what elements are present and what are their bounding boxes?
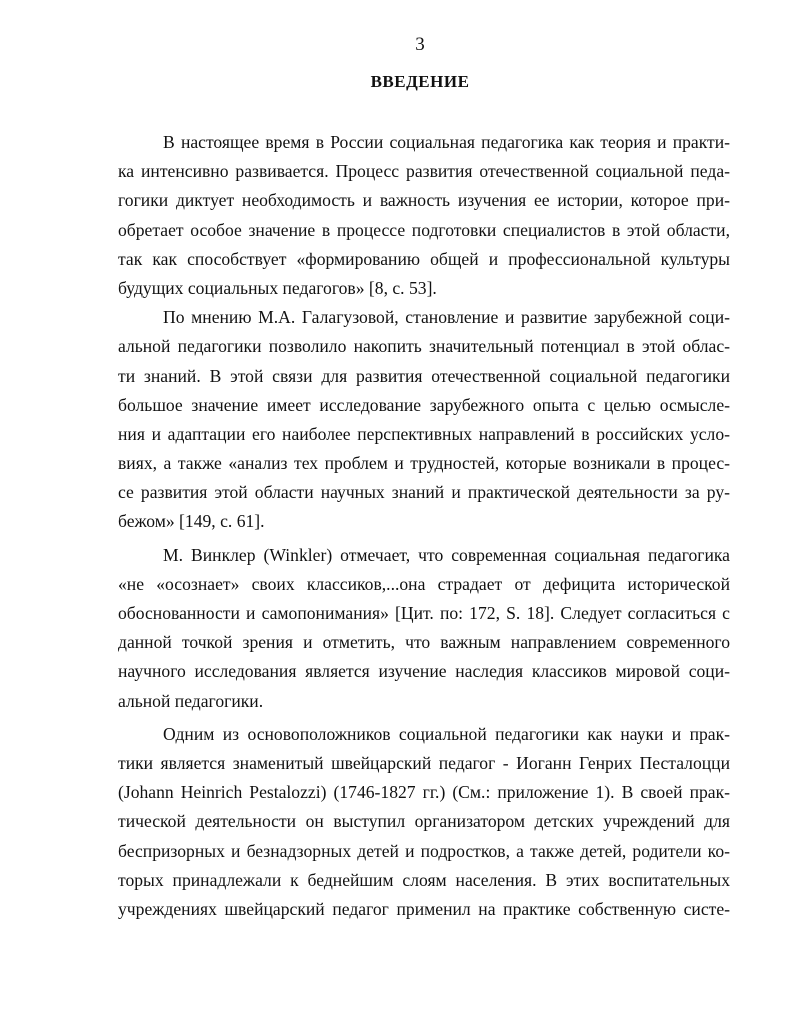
text-line: тики является знаменитый швейцарский педагог - Иоганн Генрих Песталоцци [118,752,730,773]
text-line: се развития этой области научных знаний и практической деятельности за ру- [118,482,730,503]
text-line: (Johann Heinrich Pestalozzi) (1746-1827 гг.) (См.: приложение 1). В своей прак- [118,782,730,803]
text-line: ка интенсивно развивается. Процесс развития отечественной социальной педа- [118,161,730,182]
text-line: так как способствует «формированию общей и профессиональной культуры [118,248,730,269]
text-line: беспризорных и безнадзорных детей и подростков, а также детей, родители ко- [118,840,730,861]
text-line: тической деятельности он выступил организатором детских учреждений для [118,811,730,832]
text-line: альной педагогики. [118,690,264,711]
text-line: альной педагогики позволило накопить значительный потенциал в этой облас- [118,336,730,357]
paragraph-pestalozzi [118,720,730,924]
page-number: 3 [415,34,425,55]
paragraph-intro [118,128,730,303]
text-line: «не «осознает» своих классиков,...она страдает от дефицита исторической [118,573,730,594]
text-line: обоснованности и самопонимания» [Цит. по: 172, S. 18]. Следует согласиться с [118,603,730,623]
paragraph-galaguzova [118,303,730,537]
text-line: гогики диктует необходимость и важность изучения ее истории, которое при- [118,190,730,211]
text-line: бежом» [149, с. 61]. [118,511,265,532]
text-line: торых принадлежали к беднейшим слоям населения. В этих воспитательных [118,869,730,890]
text-line: ния и адаптации его наиболее перспективных направлений в российских усло- [118,423,730,444]
text-line: По мнению М.А. Галагузовой, становление и развитие зарубежной соци- [163,307,730,328]
body-text [118,128,730,924]
paragraph-winkler [118,541,730,716]
text-line: будущих социальных педагогов» [8, с. 53]. [118,277,437,298]
text-line: учреждениях швейцарский педагог применил на практике собственную систе- [118,898,730,919]
text-line: научного исследования является изучение наследия классиков мировой соци- [118,661,730,682]
text-line: М. Винклер (Winkler) отмечает, что современная социальная педагогика [163,544,730,565]
section-heading: ВВЕДЕНИЕ [370,72,470,91]
text-line: обретает особое значение в процессе подготовки специалистов в этой области, [118,219,730,240]
text-line: Одним из основоположников социальной педагогики как науки и прак- [163,723,730,744]
text-line: ти знаний. В этой связи для развития отечественной социальной педагогики [118,365,730,386]
text-line: большое значение имеет исследование зарубежного опыта с целью осмысле- [118,394,730,415]
text-line: В настоящее время в России социальная педагогика как теория и практи- [163,132,730,152]
text-line: данной точкой зрения и отметить, что важным направлением современного [118,632,730,653]
text-line: виях, а также «анализ тех проблем и трудностей, которые возникали в процес- [118,453,730,474]
